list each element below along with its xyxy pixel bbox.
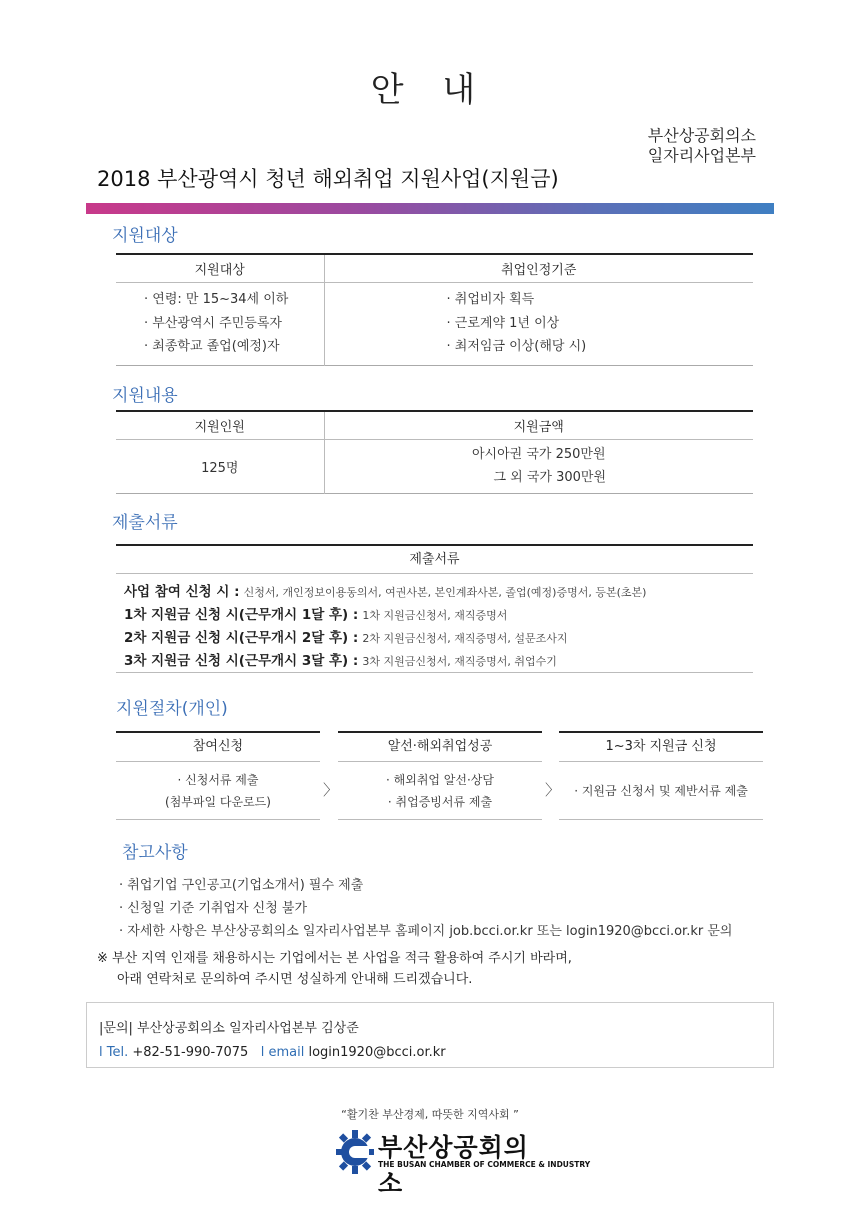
eligibility-criteria-cell xyxy=(324,282,753,365)
support-amount-other: 그 외 국가 300만원 xyxy=(493,470,607,485)
criteria-item: · 근로계약 1년 이상 xyxy=(446,315,560,331)
program-title: 2018 부산광역시 청년 해외취업 지원사업(지원금) xyxy=(97,167,559,191)
procedure-step xyxy=(338,731,542,820)
procedure-step-body xyxy=(338,762,542,820)
gradient-divider xyxy=(86,203,774,214)
procedure-step-line: · 지원금 신청서 및 제반서류 제출 xyxy=(574,783,748,798)
documents-row-label: 3차 지원금 신청 시(근무개시 3달 후) : xyxy=(124,653,359,669)
support-col1-header: 지원인원 xyxy=(116,411,324,439)
tel-label: l Tel. xyxy=(99,1045,129,1060)
contact-detail-line xyxy=(99,1041,773,1065)
remark-line2: 아래 연락처로 문의하여 주시면 성실하게 안내해 드리겠습니다. xyxy=(117,972,473,987)
eligibility-targets-cell xyxy=(116,282,324,365)
documents-row xyxy=(124,626,568,646)
section-heading-procedure: 지원절차(개인) xyxy=(116,699,228,719)
documents-row xyxy=(124,580,646,600)
slogan: “활기찬 부산경제, 따뜻한 지역사회 ” xyxy=(341,1108,519,1121)
procedure-step-line: · 신청서류 제출 xyxy=(177,772,259,787)
eligibility-col2-header: 취업인정기준 xyxy=(324,254,753,282)
organization-name xyxy=(648,126,756,166)
procedure-step xyxy=(559,731,763,820)
documents-row-label: 2차 지원금 신청 시(근무개시 2달 후) : xyxy=(124,630,359,646)
procedure-step-body xyxy=(116,762,320,820)
documents-table-header: 제출서류 xyxy=(116,544,753,574)
logo-text-english: THE BUSAN CHAMBER OF COMMERCE & INDUSTRY xyxy=(378,1160,591,1169)
criteria-item: · 취업비자 획득 xyxy=(446,292,535,308)
documents-row-label: 1차 지원금 신청 시(근무개시 1달 후) : xyxy=(124,607,359,623)
documents-row-items: 3차 지원금신청서, 재직증명서, 취업수기 xyxy=(362,655,557,668)
documents-row-label: 사업 참여 신청 시 : xyxy=(124,584,240,600)
contact-tel[interactable]: +82-51-990-7075 xyxy=(132,1045,249,1060)
contact-email[interactable]: login1920@bcci.or.kr xyxy=(308,1045,446,1060)
email-label: l email xyxy=(260,1045,305,1060)
contact-name: 부산상공회의소 일자리사업본부 김상준 xyxy=(137,1021,359,1036)
target-item: · 최종학교 졸업(예정)자 xyxy=(144,339,280,355)
criteria-item: · 최저임금 이상(해당 시) xyxy=(446,339,587,355)
org-line2: 일자리사업본부 xyxy=(647,146,756,165)
documents-divider xyxy=(116,672,753,673)
procedure-step xyxy=(116,731,320,820)
section-heading-documents: 제출서류 xyxy=(112,513,178,533)
documents-row-items: 2차 지원금신청서, 재직증명서, 설문조사지 xyxy=(362,632,568,645)
target-item: · 부산광역시 주민등록자 xyxy=(144,315,282,331)
documents-row xyxy=(124,649,557,669)
note-item: · 취업기업 구인공고(기업소개서) 필수 제출 xyxy=(119,878,364,893)
documents-row xyxy=(124,603,507,623)
documents-row-items: 1차 지원금신청서, 재직증명서 xyxy=(362,609,508,622)
target-item: · 연령: 만 15~34세 이하 xyxy=(144,292,289,308)
note-item: · 자세한 사항은 부산상공회의소 일자리사업본부 홈페이지 job.bcci.or.kr 또는 login1920@bcci.or.kr 문의 xyxy=(119,924,733,939)
procedure-step-line: (첨부파일 다운로드) xyxy=(165,794,271,809)
gear-logo-icon xyxy=(336,1130,378,1174)
org-line1: 부산상공회의소 xyxy=(647,126,756,145)
procedure-step-title: 알선·해외취업성공 xyxy=(338,733,542,762)
contact-label: |문의| xyxy=(99,1021,133,1036)
note-item: · 신청일 기준 기취업자 신청 불가 xyxy=(119,901,308,916)
procedure-step-title: 1~3차 지원금 신청 xyxy=(559,733,763,762)
section-heading-notes: 참고사항 xyxy=(122,843,188,863)
procedure-step-line: · 취업증빙서류 제출 xyxy=(387,794,493,809)
support-col2-header: 지원금액 xyxy=(324,411,753,439)
eligibility-col1-header: 지원대상 xyxy=(116,254,324,282)
section-heading-support: 지원내용 xyxy=(112,386,178,406)
contact-person-line xyxy=(99,1017,773,1041)
chevron-right-icon: 〉 xyxy=(323,781,339,799)
section-heading-eligibility: 지원대상 xyxy=(112,226,178,246)
procedure-step-body xyxy=(559,762,763,820)
eligibility-table xyxy=(116,253,753,366)
contact-box xyxy=(86,1002,774,1068)
chevron-right-icon: 〉 xyxy=(545,781,561,799)
remark-line1: ※ 부산 지역 인재를 채용하시는 기업에서는 본 사업을 적극 활용하여 주시기 바라며, xyxy=(97,951,572,966)
logo-text-korean: 부산상공회의소 xyxy=(378,1133,529,1198)
documents-row-items: 신청서, 개인정보이용동의서, 여권사본, 본인계좌사본, 졸업(예정)증명서, 등본(초본) xyxy=(243,586,647,599)
procedure-step-line: · 해외취업 알선·상담 xyxy=(386,772,494,787)
page-title: 안 내 xyxy=(370,70,490,110)
support-amount-asia: 아시아권 국가 250만원 xyxy=(471,447,606,462)
chamber-logo xyxy=(336,1128,591,1198)
procedure-step-title: 참여신청 xyxy=(116,733,320,762)
support-amount-cell xyxy=(324,439,753,493)
support-count: 125명 xyxy=(116,439,324,493)
support-table xyxy=(116,410,753,494)
